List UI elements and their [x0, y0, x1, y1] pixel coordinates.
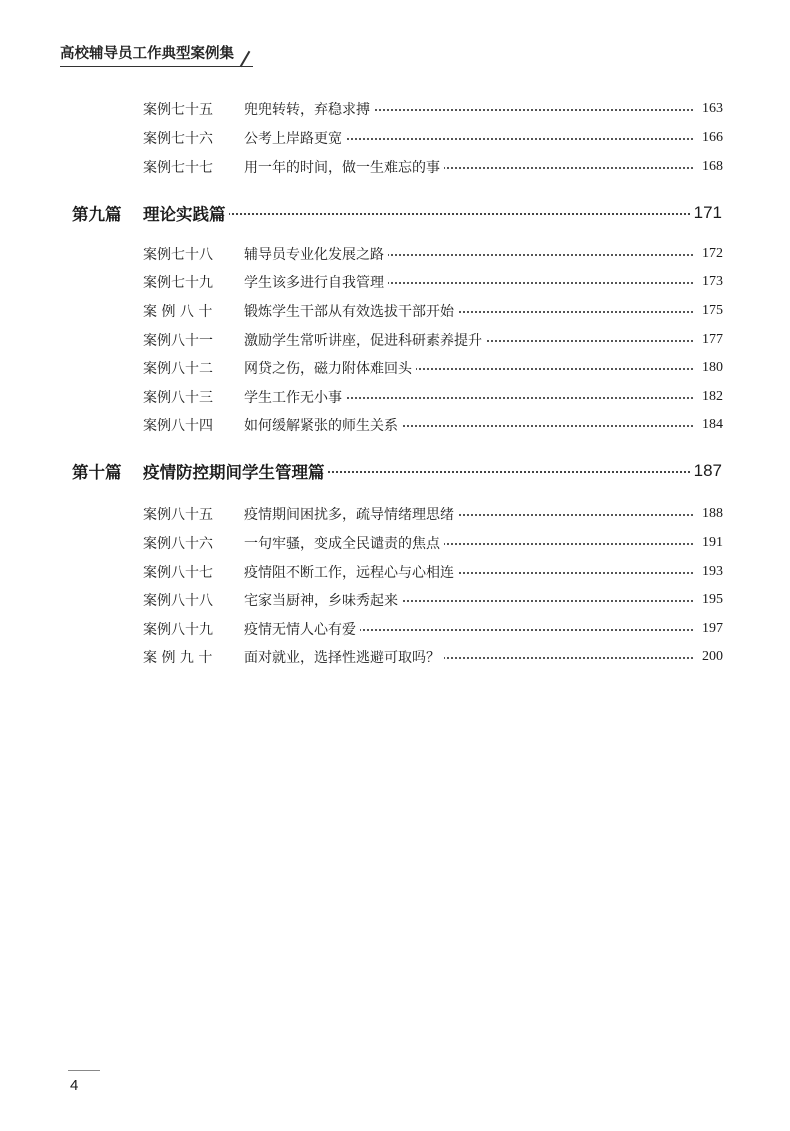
- toc-case-row: [0, 646, 790, 668]
- part-label: 第十篇: [72, 463, 122, 482]
- part-title: 疫情防控期间学生管理篇: [143, 459, 328, 483]
- case-title: 宅家当厨神，乡味秀起来: [244, 590, 402, 610]
- case-page-number: 163: [695, 101, 723, 117]
- case-title: 公考上岸路更宽: [244, 128, 346, 148]
- part-page-number: 171: [690, 203, 722, 223]
- case-page-number: 184: [695, 417, 723, 433]
- part-page-number: 187: [690, 461, 722, 481]
- toc-case-row: [0, 127, 790, 149]
- case-title: 疫情期间困扰多，疏导情绪理思绪: [244, 504, 458, 524]
- case-page-number: 182: [695, 389, 723, 405]
- case-title: 用一年的时间，做一生难忘的事: [244, 157, 444, 177]
- case-page-number: 200: [695, 649, 723, 665]
- toc-case-row: [0, 156, 790, 178]
- case-page-number: 177: [695, 332, 723, 348]
- toc-case-row: [0, 503, 790, 525]
- case-title: 网贷之伤，磁力附体难回头: [244, 358, 416, 378]
- case-label: 案 例 九 十: [143, 650, 213, 666]
- case-label: 案例七十五: [143, 102, 213, 118]
- toc-part-row: [0, 458, 790, 484]
- toc-case-row: [0, 386, 790, 408]
- case-title: 一句牢骚，变成全民谴责的焦点: [244, 533, 444, 553]
- case-label: 案例七十七: [143, 160, 213, 176]
- case-page-number: 197: [695, 621, 723, 637]
- toc-case-row: [0, 532, 790, 554]
- case-label: 案例八十一: [143, 333, 213, 349]
- toc-case-row: [0, 300, 790, 322]
- case-page-number: 193: [695, 564, 723, 580]
- case-page-number: 188: [695, 506, 723, 522]
- case-title: 学生该多进行自我管理: [244, 272, 388, 292]
- case-label: 案例八十五: [143, 507, 213, 523]
- case-label: 案例八十七: [143, 565, 213, 581]
- toc-case-row: [0, 618, 790, 640]
- case-label: 案例七十八: [143, 247, 213, 263]
- toc-case-row: [0, 243, 790, 265]
- toc-case-row: [0, 98, 790, 120]
- case-title: 面对就业，选择性逃避可取吗？: [244, 647, 444, 667]
- case-title: 激励学生常听讲座，促进科研素养提升: [244, 330, 486, 350]
- toc-case-row: [0, 561, 790, 583]
- case-label: 案例八十九: [143, 622, 213, 638]
- toc-part-row: [0, 200, 790, 226]
- case-title: 锻炼学生干部从有效选拔干部开始: [244, 301, 458, 321]
- toc-case-row: [0, 589, 790, 611]
- case-page-number: 180: [695, 360, 723, 376]
- case-label: 案 例 八 十: [143, 304, 213, 320]
- case-title: 兜兜转转，弃稳求搏: [244, 99, 374, 119]
- running-header: 高校辅导员工作典型案例集: [60, 46, 234, 62]
- case-title: 学生工作无小事: [244, 387, 346, 407]
- header-slash-decoration: [240, 51, 251, 68]
- case-label: 案例八十八: [143, 593, 213, 609]
- page-number: 4: [70, 1077, 79, 1094]
- case-label: 案例七十九: [143, 275, 213, 291]
- case-title: 疫情阻不断工作，远程心与心相连: [244, 562, 458, 582]
- case-label: 案例七十六: [143, 131, 213, 147]
- case-page-number: 175: [695, 303, 723, 319]
- part-title: 理论实践篇: [143, 201, 229, 225]
- case-title: 疫情无情人心有爱: [244, 619, 360, 639]
- case-title: 辅导员专业化发展之路: [244, 244, 388, 264]
- case-label: 案例八十六: [143, 536, 213, 552]
- case-title: 如何缓解紧张的师生关系: [244, 415, 402, 435]
- case-label: 案例八十四: [143, 418, 213, 434]
- toc-case-row: [0, 357, 790, 379]
- toc-case-row: [0, 329, 790, 351]
- toc-case-row: [0, 414, 790, 436]
- case-page-number: 166: [695, 130, 723, 146]
- case-label: 案例八十二: [143, 361, 213, 377]
- case-page-number: 195: [695, 592, 723, 608]
- case-page-number: 173: [695, 274, 723, 290]
- case-page-number: 168: [695, 159, 723, 175]
- footer-rule: [68, 1070, 100, 1071]
- case-page-number: 191: [695, 535, 723, 551]
- case-page-number: 172: [695, 246, 723, 262]
- case-label: 案例八十三: [143, 390, 213, 406]
- header-rule: [60, 66, 253, 67]
- part-label: 第九篇: [72, 205, 122, 224]
- toc-case-row: [0, 271, 790, 293]
